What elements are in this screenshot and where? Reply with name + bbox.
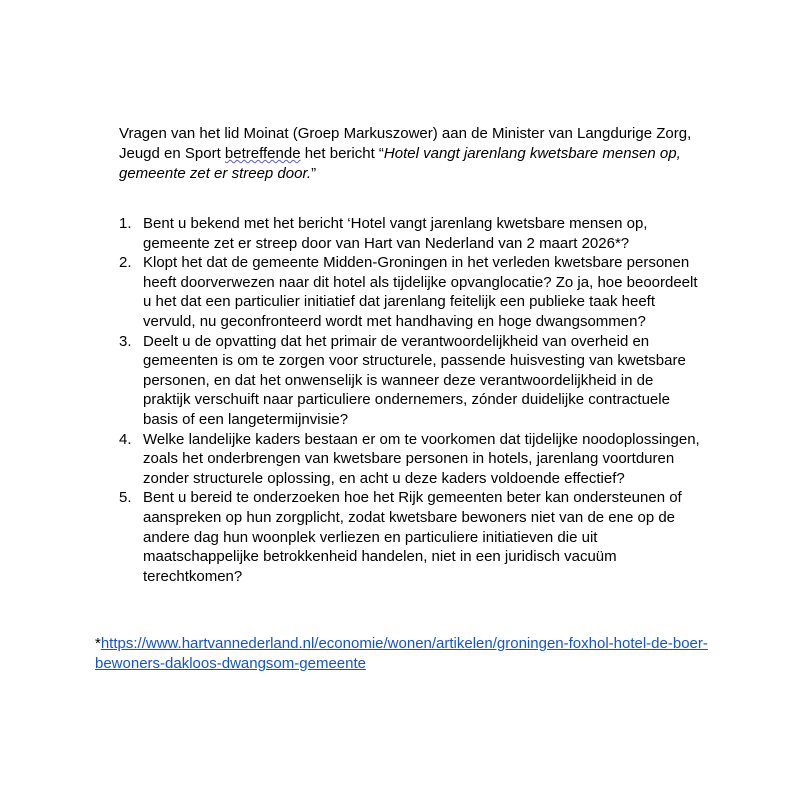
question-number: 2. [119, 254, 132, 272]
question-item [119, 430, 704, 489]
intro-middle: het bericht “ [300, 145, 384, 162]
question-item [119, 214, 704, 253]
source-link[interactable]: https://www.hartvannederland.nl/economie/wonen/artikelen/groningen-foxhol-hotel-de-boer-bewoners-dakloos-dwangsom-gemeente [95, 635, 708, 672]
intro-close-quote: ” [311, 165, 317, 182]
article-title: Hotel vangt jarenlang kwetsbare mensen op, gemeente zet er streep door. [119, 145, 681, 182]
intro-paragraph [119, 124, 709, 184]
question-text: Welke landelijke kaders bestaan er om te voorkomen dat tijdelijke noodoplossingen, zoals het onderbrengen van kwetsbare personen in hotels, jarenlang voortduren zonder structurele oplossing, en acht u deze kaders voldoende effectief? [143, 430, 700, 487]
question-number: 3. [119, 332, 132, 350]
question-item [119, 332, 704, 430]
question-text: Deelt u de opvatting dat het primair de verantwoordelijkheid van overheid en gemeenten is om te zorgen voor structurele, passende huisvesting van kwetsbare personen, en dat het onwenselijk is wanneer deze verantwoordelijkheid in de praktijk verschuift naar particuliere ondernemers, zónder duidelijke contractuele basis of een langetermijnvisie? [143, 332, 686, 428]
question-text: Bent u bekend met het bericht ‘Hotel vangt jarenlang kwetsbare mensen op, gemeente zet er streep door van Hart van Nederland van 2 maart 2026*? [143, 215, 648, 252]
question-text: Bent u bereid te onderzoeken hoe het Rijk gemeenten beter kan ondersteunen of aanspreken op hun zorgplicht, zodat kwetsbare bewoners niet van de ene op de andere dag hun woonplek verliezen en particuliere initiatieven die uit maatschappelijke betrokkenheid handelen, niet in een juridisch vacuüm terechtkomen? [143, 489, 682, 585]
spellcheck-word[interactable]: betreffende [224, 145, 301, 162]
question-item [119, 488, 704, 586]
footnote [95, 634, 715, 674]
question-number: 1. [119, 215, 132, 232]
question-item [119, 253, 704, 331]
question-number: 5. [119, 489, 132, 507]
footnote-marker: * [95, 635, 101, 652]
intro-lead: Vragen van het lid Moinat (Groep Markuszower) aan de Minister van Langdurige Zorg, Jeugd en Sport [119, 125, 692, 162]
question-number: 4. [119, 430, 132, 448]
question-text: Klopt het dat de gemeente Midden-Groningen in het verleden kwetsbare personen heeft doorverwezen naar dit hotel als tijdelijke opvanglocatie? Zo ja, hoe beoordeelt u het dat een particulier initiatief dat jarenlang feitelijk een publieke taak heeft vervuld, nu geconfronteerd wordt met handhaving en hoge dwangsommen? [143, 254, 698, 330]
question-list [119, 214, 704, 586]
